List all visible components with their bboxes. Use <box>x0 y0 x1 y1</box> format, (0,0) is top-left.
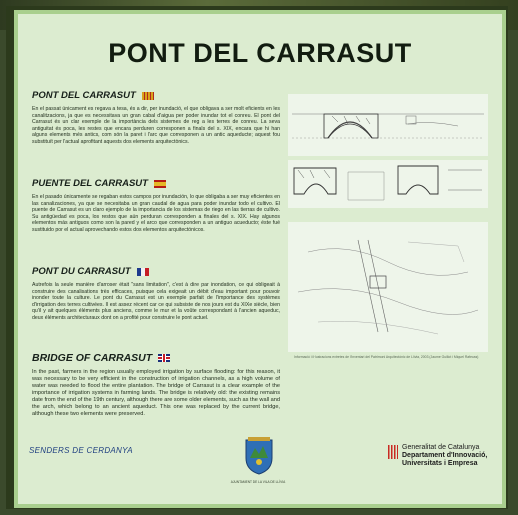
section-heading <box>32 90 280 101</box>
bridge-elevation-sketch <box>288 94 488 156</box>
generalitat-mark-icon <box>388 445 398 459</box>
section-heading <box>32 178 280 189</box>
section-body: En el pasado únicamente se regaban estos campos por inundación, lo que obligaba a ser muy eficientes en las canalizaciones, ya que se necesitaba un gran caudal de agua para poder inundar todo el cultivo. El puente de Carrasut es un claro ejemplo de la importancia de los sistemas de riego en las tierras de cultivo. Su antigüedad es poca, los restos que aún perduran corresponden a finales del s. XIX. Hay algunos elementos más antiguos como son la pared y el arco que corresponden a un antiguo acueducto; éste fué sustituido por el actual aprovechando estos dos elementos arquitectónicos. <box>32 194 280 233</box>
information-sign <box>14 10 506 508</box>
bridge-section-sketches <box>288 160 488 208</box>
department-line-1: Departament d'Innovació, <box>402 452 488 460</box>
uk-flag-icon <box>158 354 170 362</box>
section-english <box>32 352 280 418</box>
heading-text: PONT DEL CARRASUT <box>32 90 136 101</box>
section-french <box>32 266 280 322</box>
section-heading <box>32 352 280 364</box>
llivia-coat-of-arms-icon <box>242 436 276 476</box>
site-plan-sketch <box>288 222 488 352</box>
section-spanish <box>32 178 280 234</box>
section-body: En el passat únicament es regava a tesa, és a dir, per inundació, el que obligava a ser molt eficients en les canalitzacions, ja que es necessitava un gran cabal d'aigua per poder inundar tot el conreu. El pont del Carrasut és un clar exemple de la importància dels sistemes de reg a les terres de conreu. La seva antiguitat és poca, les restes que encara perduren corresponen a finals del s. XIX, encara que hi han alguns elements més antics, com són la paret i l'arc que corresponen a un antic aqueducte; aquest fou substituït per l'actual aprofitant aquests dos elements arquitectònics. <box>32 106 280 145</box>
section-body: Autrefois la seule manière d'arroser était "sans limitation", c'est à dire par inondation, ce qui obligeait à construire des canalisations très efficaces, puisque cela exigeait un débit d'eau important pour pouvoir inonder toute la culture. Le pont du Carrasut est un exemple parfait de l'importance des systèmes d'irrigation des terres cultivées. Il est assez récent car ce qui subsiste de nos jours est du XIXe siècle, bien qu'il y ait quelques éléments plus anciens, comme le mur et la voûte correspondant à l'ancien aqueduc, deux éléments architecturaux dont on a profité pour construire le pont actuel. <box>32 282 280 321</box>
heading-text: PONT DU CARRASUT <box>32 266 131 277</box>
sign-footer <box>18 432 502 504</box>
heading-text: BRIDGE OF CARRASUT <box>32 352 153 364</box>
catalan-flag-icon <box>142 92 154 100</box>
llivia-town-council-label: AJUNTAMENT DE LA VILA DE LLÍVIA <box>230 480 286 484</box>
section-heading <box>32 266 280 277</box>
senders-de-cerdanya-label: SENDERS DE CERDANYA <box>29 446 133 455</box>
french-flag-icon <box>137 268 149 276</box>
section-catalan <box>32 90 280 146</box>
illustration-caption: Informació i il·lustracions extretes de l'Inventari del Patrimoni Arquitectònic de Llívia, 2003 (Jaume Guillot i Miquel Rafecas) <box>294 355 479 359</box>
heading-text: PUENTE DEL CARRASUT <box>32 178 148 189</box>
spanish-flag-icon <box>154 180 166 188</box>
generalitat-text <box>402 444 487 469</box>
section-body: In the past, farmers in the region usually employed irrigation by surface flooding: for this reason, it was necessary to be very efficient in the construction of irrigation channels, as a high volume of water was needed to flood the entire plantation. The bridge of Carrasut is a clear example of the importance of irrigation systems in farming lands. The bridge is relatively old: the existing remains date from the end of the 19th century, although there are some older elements, such as the wall and the arch, which belong to an ancient aqueduct. This one was replaced by the current bridge, although these two elements were preserved. <box>32 369 280 417</box>
sign-title: PONT DEL CARRASUT <box>108 38 412 68</box>
department-line-2: Universitats i Empresa <box>402 460 478 468</box>
generalitat-name: Generalitat de Catalunya <box>402 444 480 451</box>
sign-panel <box>18 14 502 504</box>
